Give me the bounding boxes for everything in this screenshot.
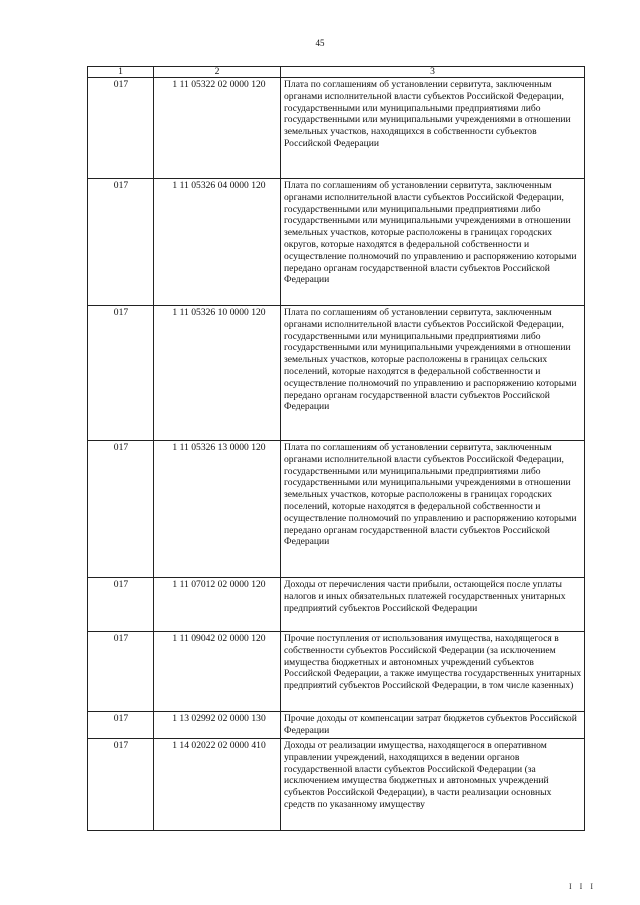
kbk-code-cell: 1 11 09042 02 0000 120 — [154, 632, 281, 712]
description-cell: Плата по соглашениям об установлении сервитута, заключенным органами исполнительной власти субъектов Российской Федерации, государственными или муниципальными предприятиями либо государственными или муниципальными учреждениями в отношении земельных участков, находящихся в собственности субъектов Российской Федерации — [281, 78, 585, 179]
kbk-code-cell: 1 13 02992 02 0000 130 — [154, 712, 281, 739]
table-row — [88, 78, 585, 179]
table-row — [88, 712, 585, 739]
description-cell: Плата по соглашениям об установлении сервитута, заключенным органами исполнительной власти субъектов Российской Федерации, государственными или муниципальными предприятиями либо государственными или муниципальными учреждениями в отношении земельных участков, которые расположены в границах городских поселений, которые находятся в федеральной собственности и осуществление полномочий по управлению и распоряжению которыми передано органам государственной власти субъектов Российской Федерации — [281, 441, 585, 578]
table-row — [88, 739, 585, 831]
description-cell: Прочие поступления от использования имущества, находящегося в собственности субъектов Российской Федерации (за исключением имущества бюджетных и автономных учреждений субъектов Российской Федерации, а также имущества государственных унитарных предприятий субъектов Российской Федерации, в том числе казенных) — [281, 632, 585, 712]
description-cell: Доходы от реализации имущества, находящегося в оперативном управлении учреждений, находящихся в ведении органов государственной власти субъектов Российской Федерации (за исключением имущества бюджетных и автономных учреждений субъектов Российской Федерации), в части реализации основных средств по указанному имуществу — [281, 739, 585, 831]
column-header: 1 — [88, 67, 154, 78]
description-cell: Плата по соглашениям об установлении сервитута, заключенным органами исполнительной власти субъектов Российской Федерации, государственными или муниципальными предприятиями либо государственными или муниципальными учреждениями в отношении земельных участков, которые расположены в границах сельских поселений, которые находятся в федеральной собственности и осуществление полномочий по управлению и распоряжению которыми передано органам государственной власти субъектов Российской Федерации — [281, 306, 585, 441]
corner-mark: I I I — [569, 882, 596, 891]
kbk-code-cell: 1 14 02022 02 0000 410 — [154, 739, 281, 831]
page-number: 45 — [315, 38, 325, 48]
table-header-row — [88, 67, 585, 78]
column-header: 3 — [281, 67, 585, 78]
admin-code-cell: 017 — [88, 441, 154, 578]
table-row — [88, 306, 585, 441]
admin-code-cell: 017 — [88, 179, 154, 306]
admin-code-cell: 017 — [88, 578, 154, 632]
column-header: 2 — [154, 67, 281, 78]
kbk-code-cell: 1 11 05326 13 0000 120 — [154, 441, 281, 578]
kbk-code-cell: 1 11 05326 04 0000 120 — [154, 179, 281, 306]
admin-code-cell: 017 — [88, 739, 154, 831]
table-row — [88, 578, 585, 632]
table-row — [88, 179, 585, 306]
description-cell: Плата по соглашениям об установлении сервитута, заключенным органами исполнительной власти субъектов Российской Федерации, государственными или муниципальными предприятиями либо государственными или муниципальными учреждениями в отношении земельных участков, которые расположены в границах городских округов, которые находятся в федеральной собственности и осуществление полномочий по управлению и распоряжению которыми передано органам государственной власти субъектов Российской Федерации — [281, 179, 585, 306]
admin-code-cell: 017 — [88, 78, 154, 179]
table-row — [88, 441, 585, 578]
admin-code-cell: 017 — [88, 712, 154, 739]
description-cell: Доходы от перечисления части прибыли, остающейся после уплаты налогов и иных обязательных платежей государственных унитарных предприятий субъектов Российской Федерации — [281, 578, 585, 632]
kbk-code-cell: 1 11 07012 02 0000 120 — [154, 578, 281, 632]
admin-code-cell: 017 — [88, 306, 154, 441]
table-row — [88, 632, 585, 712]
revenue-codes-table — [87, 66, 585, 831]
kbk-code-cell: 1 11 05326 10 0000 120 — [154, 306, 281, 441]
description-cell: Прочие доходы от компенсации затрат бюджетов субъектов Российской Федерации — [281, 712, 585, 739]
kbk-code-cell: 1 11 05322 02 0000 120 — [154, 78, 281, 179]
admin-code-cell: 017 — [88, 632, 154, 712]
